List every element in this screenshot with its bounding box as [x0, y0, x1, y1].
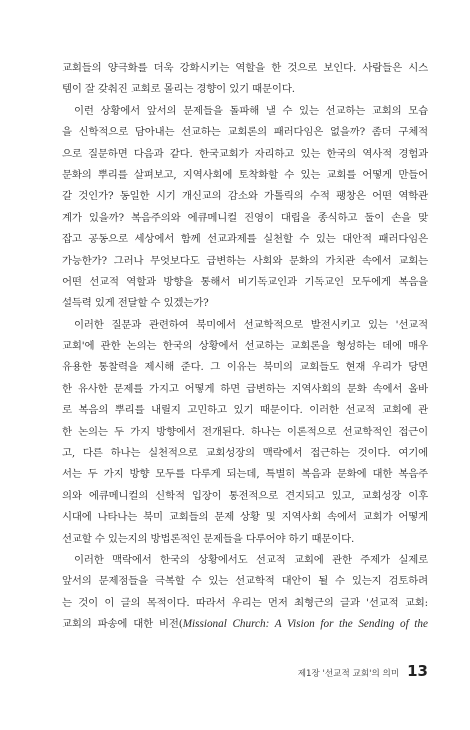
body-line: 계가 있을까? 복음주의와 에큐메니컬 진영이 대립을 종식하고 둘이 손을 맞	[62, 211, 428, 224]
running-footer-chapter: 제1장 '선교적 교회'의 의미	[297, 669, 400, 679]
paragraph-start-line: 이러한 맥락에서 한국의 상황에서도 선교적 교회에 관한 주제가 실제로	[74, 553, 428, 566]
body-line-with-italic-title	[62, 614, 428, 635]
body-line-text: 교회의 파송에 대한 비전(	[62, 618, 183, 631]
body-line: 는 것이 이 글의 목적이다. 따라서 우리는 먼저 최형근의 글과 '선교적 교회:	[62, 596, 428, 609]
paragraph-start-line: 이런 상황에서 앞서의 문제들을 돌파해 낼 수 있는 선교하는 교회의 모습	[74, 104, 428, 117]
body-line: 가능한가? 그러나 무엇보다도 급변하는 사회와 문화의 가치관 속에서 교회는	[62, 254, 428, 267]
body-line: 교회'에 관한 논의는 한국의 상황에서 선교하는 교회론을 형성하는 데에 매우	[62, 340, 428, 353]
body-line: 선교할 수 있는지의 방법론적인 문제들을 다루어야 하기 때문이다.	[62, 532, 355, 545]
body-line: 고, 다른 하나는 실천적으로 교회성장의 맥락에서 접근하는 것이다. 여기에	[62, 447, 428, 460]
body-line: 을 신학적으로 담아내는 선교하는 교회론의 패러다임은 없을까? 좀더 구체적	[62, 126, 428, 139]
body-line: 유용한 통찰력을 제시해 준다. 그 이유는 북미의 교회들도 현재 우리가 당면	[62, 361, 428, 374]
paragraph-start-line: 이러한 질문과 관련하여 북미에서 선교학적으로 발전시키고 있는 '선교적	[74, 318, 428, 331]
body-line: 교회들의 양극화를 더욱 강화시키는 역할을 한 것으로 보인다. 사람들은 시스	[62, 62, 428, 74]
body-line: 잡고 공동으로 세상에서 함께 선교과제를 실천할 수 있는 대안적 패러다임은	[62, 233, 428, 246]
body-line: 서는 두 가지 방향 모두를 다루게 되는데, 특별히 복음과 문화에 대한 복음주	[62, 468, 428, 481]
body-line: 앞서의 문제점들을 극복할 수 있는 선교학적 대안이 될 수 있는지 검토하려	[62, 575, 428, 588]
body-line: 한 논의는 두 가지 방향에서 전개된다. 하나는 이론적으로 선교학적인 접근이	[62, 425, 428, 438]
page-body-text	[62, 58, 428, 636]
body-line: 으로 질문하면 다음과 같다. 한국교회가 자리하고 있는 한국의 역사적 경험과	[62, 147, 428, 160]
body-line: 문화의 뿌리를 살펴보고, 지역사회에 토착화할 수 있는 교회를 어떻게 만들어	[62, 168, 428, 181]
body-line: 어떤 선교적 역할과 방향을 통해서 비기독교인과 기독교인 모두에게 복음을	[62, 275, 428, 288]
body-line: 설득력 있게 전달할 수 있겠는가?	[62, 297, 209, 310]
italic-book-title: Missional Church: A Vision for the Sending of the	[182, 618, 428, 631]
body-line: 한 유사한 문제를 가지고 어떻게 하면 급변하는 지역사회의 문화 속에서 올바	[62, 382, 428, 395]
page-number: 13	[407, 662, 428, 680]
body-line: 템이 잘 갖춰진 교회로 몰리는 경향이 있기 때문이다.	[62, 83, 295, 96]
body-line: 의와 에큐메니컬의 신학적 입장이 통전적으로 견지되고 있고, 교회성장 이후	[62, 489, 428, 502]
body-line: 시대에 나타나는 북미 교회들의 문제 상황 및 지역사회 속에서 교회가 어떻게	[62, 511, 428, 524]
body-line: 로 복음의 뿌리를 내릴지 고민하고 있기 때문이다. 이러한 선교적 교회에 관	[62, 404, 428, 417]
body-line: 갈 것인가? 동일한 시기 개신교의 감소와 가톨릭의 수적 팽창은 어떤 역학관	[62, 190, 428, 203]
page-footer	[298, 662, 428, 680]
